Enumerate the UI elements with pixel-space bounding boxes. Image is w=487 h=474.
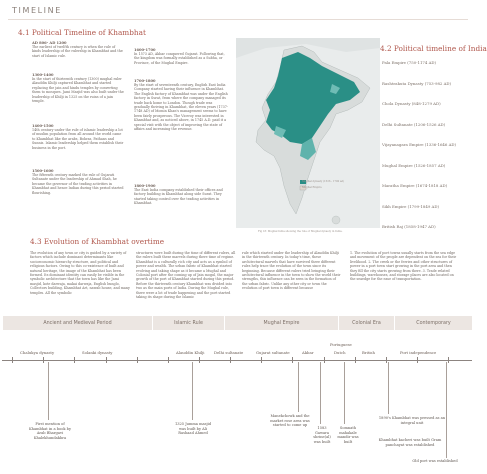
timeline-event: Somnath mahakale mandir was built [337, 426, 359, 444]
timeline-event: Manekchowk and the market rose area was started to come up [270, 414, 310, 428]
map-legend-1: Mughal dynasty (1526 - 1700 ad) [302, 180, 345, 183]
timeline-tick [168, 357, 169, 363]
india-timeline-item: Pala Empire (750-1174 AD) [382, 60, 437, 65]
india-timeline-item: Chola Dynasty (848-1279 AD) [382, 101, 441, 106]
event-connector [320, 362, 321, 424]
timeline-label: Delhi sultanate [214, 350, 244, 355]
event-connector [344, 362, 345, 424]
timeline-label: Solanki dynasty [82, 350, 113, 355]
era-text: The earliest of twelfth century is when the rule of kinds leadership of the rulership in Khambhat and the start of Islamic rule. [32, 45, 123, 58]
timeline-label: Dutch [334, 350, 346, 355]
timeline-tick [106, 357, 107, 363]
timeline-tick [417, 357, 418, 363]
era-text: In the start of thirteenth century (1300) mughal ruler Alauddin Khilji captured Khambhat and started replacing the jain and hindu temples by converting them to mosques. Jami Masjid was also built under the leadership of Khilji in 1325 on the ruins of a jain temple. [32, 77, 124, 104]
map-caption: Fig 18: Mughal India showing the rule of Mughal dynasty in India. [258, 230, 343, 233]
timeline-tick [386, 357, 387, 363]
event-connector [48, 362, 49, 420]
event-connector [298, 362, 299, 412]
india-timeline-item: British Raj (1858-1947 AD) [382, 224, 436, 229]
timeline-event: 1325 Jumma masjid was built by Ali Rashaad Ahmed [174, 422, 212, 436]
era-label: 1700-1800 [134, 79, 156, 83]
timeline-tick [74, 357, 75, 363]
timeline-tick [43, 357, 44, 363]
india-timeline-item: Vijayanagara Empire (1336-1646 AD) [382, 142, 457, 147]
event-connector [388, 362, 389, 414]
india-timeline-item: Sikh Empire (1799-1849 AD) [382, 203, 439, 209]
india-map-icon [236, 38, 380, 228]
india-timeline-item: Rashtrakuta Dynasty (753-982 AD) [382, 80, 452, 86]
timeline-label: British [362, 350, 375, 355]
india-timeline-item: Mughal Empire (1526-1857 AD) [382, 162, 446, 168]
section-title: TIMELINE [12, 6, 62, 15]
period-band-mughal: Mughal Empire [224, 316, 338, 330]
evolution-text-col2: structures were built during the time of different rulers, all the rulers built these marvels during there time of regime. Khambhat is a culturally rich city and acts as a symbol of power and wealth. The urban fabric of Khambhat started evolving and taking shape as it became a Mughal and Colonial port after the coming up of Jain mogul, the major growth of the port of Khambhat started during this period. Before the thirteenth century Khambhat was divided into two as the main ports of India. During the Mughal rule, there were a lot of trade happening and the port started taking its shape during the Islamic [136, 251, 236, 300]
era-label: AD 806- AD 1200 [32, 41, 67, 45]
map-legend-2: Mughal Empire [302, 186, 322, 189]
period-band-contemporary: Contemporary [394, 316, 472, 330]
timeline-event: First mention of Khambhat in a book by Arab Bhargavi Khalekhundakhra [28, 422, 72, 440]
era-text: In 1573 AD, Akbar conquered Gujarat. Following that, the kingdom was formally established as a Subha, or Province, of the Mughal Empire. [134, 52, 225, 65]
timeline-tick [292, 357, 293, 363]
era-text: 14th century under the rule of islamic leadership a lot of muslim population from all around the world came to Khambhat like the arabs, Bohras, Pathans and Sunnis. Islamic leadership helped them establish their business in the port. [32, 128, 124, 150]
timeline-tick [230, 357, 231, 363]
period-band-islamic: Islamic Rule [152, 316, 224, 330]
mughal-india-map [236, 38, 380, 228]
heading-evolution-khambhat: 4.3 Evolution of Khambhat overtime [30, 237, 165, 246]
evolution-text-col4: 1. The evolution of port towns usually starts from the sea edge and movement of the people are dependent on the sea for their livelihood. 2. The creek or the ferries and other structures of power in a port town start growing in the port area and then they fill the city starts growing from there. 3. Trade related buildings, warehouses, and storage places are also located on the seaedge for the ease of transportation. [350, 251, 457, 282]
timeline-label: Portuguese [330, 342, 352, 347]
timeline-label: Akbar [302, 350, 314, 355]
timeline-label: Port independence [400, 350, 437, 355]
india-timeline-item: Delhi Sultanate (1206-1526 AD) [382, 121, 446, 127]
era-label: 1300-1400 [32, 73, 54, 77]
timeline-tick [448, 357, 449, 363]
era-label: 1500-1600 [32, 169, 54, 173]
timeline-event: 1583 Gawara shrine(al) was built [313, 426, 331, 444]
divider [8, 19, 468, 20]
evolution-text-col3: rule which started under the leadership of Alauddin Khilji in the thirteenth century. In today's time, these architectural marvels that have survived three different rules help trace the evolution of the town since its beginning. Because different rulers tried bringing their architectural influence in the town to show the world their strengths, this influence can be seen in the formation of the urban fabric. Unlike any other city or town the evolution of port town is different because [242, 251, 341, 291]
timeline-tick [261, 357, 262, 363]
timeline-tick [137, 357, 138, 363]
timeline-axis [2, 360, 472, 361]
timeline-event: Khambhat kacheri was built Gram panchayat was established [378, 438, 442, 447]
timeline-tick [199, 357, 200, 363]
timeline-label: Alauddin Khilji [176, 350, 205, 355]
era-text: The East India company established their offices and factory building in Khambhat along side Surat. They started taking control over the trading activities in Khambhat. [134, 188, 223, 206]
era-text: By the start of seventeenth century, English East India Company started having their influence in Khambhat. The English factory of Khambhat was under the English factory in Surat, from where the company managed its trade back home to London. Though trade was gradually thriving in Khambhat, the eleven years (1737-1748 AD) of Momin Khan's management seems to have been fairly prosperous. The Viceroy was interested in Khambhat and, as noticed above, in 1745 A.D. paid it a special visit with the object of improving the state of affairs and increasing the revenue. [134, 83, 228, 132]
timeline-label: Chalukya dynasty [20, 350, 55, 355]
period-band-colonial: Colonial Era [338, 316, 394, 330]
timeline-label: Gujarat sultanate [256, 350, 290, 355]
timeline-event: 1890's Khambhat was pressed as an integral unit [378, 416, 446, 425]
timeline-tick [12, 357, 13, 363]
period-band-ancient: Ancient and Medieval Period [2, 316, 152, 330]
evolution-text-col1: The evolution of any town or city is guided by a variety of factors which include dominant determinants like socioeconomic hierarchy structure, and political and religious factors. Owing to this co-existence of built and natural heritage, the image of the Khambhat has been formed. Its dominant identity can easily be visible in the symbolic architecture that the town has like the Jami masjid, kote darwaja, makai darwaja, English bunglo, Collectors building, Khambhat Art, nawab house, and many temples. All the symbolic [30, 251, 130, 295]
era-label: 1600-1700 [134, 48, 156, 52]
era-label: 1400-1500 [32, 124, 54, 128]
india-timeline-item: Maratha Empire (1674-1818 AD) [382, 183, 448, 188]
event-connector [192, 362, 193, 420]
era-label: 1800-1900 [134, 184, 156, 188]
heading-political-timeline-khambhat: 4.1 Political Timeline of Khambhat [18, 28, 146, 37]
era-text: The fifteenth century marked the rule of Gujarati Sultanate under the leadership of Ahmad Shah, he became the governor of the trading activities in Khambhat and hence Indian during this period started flourishing. [32, 173, 124, 195]
timeline-tick [324, 357, 325, 363]
timeline-event: Old port was established [412, 459, 458, 463]
heading-political-timeline-india: 4.2 Political timeline of India [380, 44, 487, 53]
timeline-tick [355, 357, 356, 363]
